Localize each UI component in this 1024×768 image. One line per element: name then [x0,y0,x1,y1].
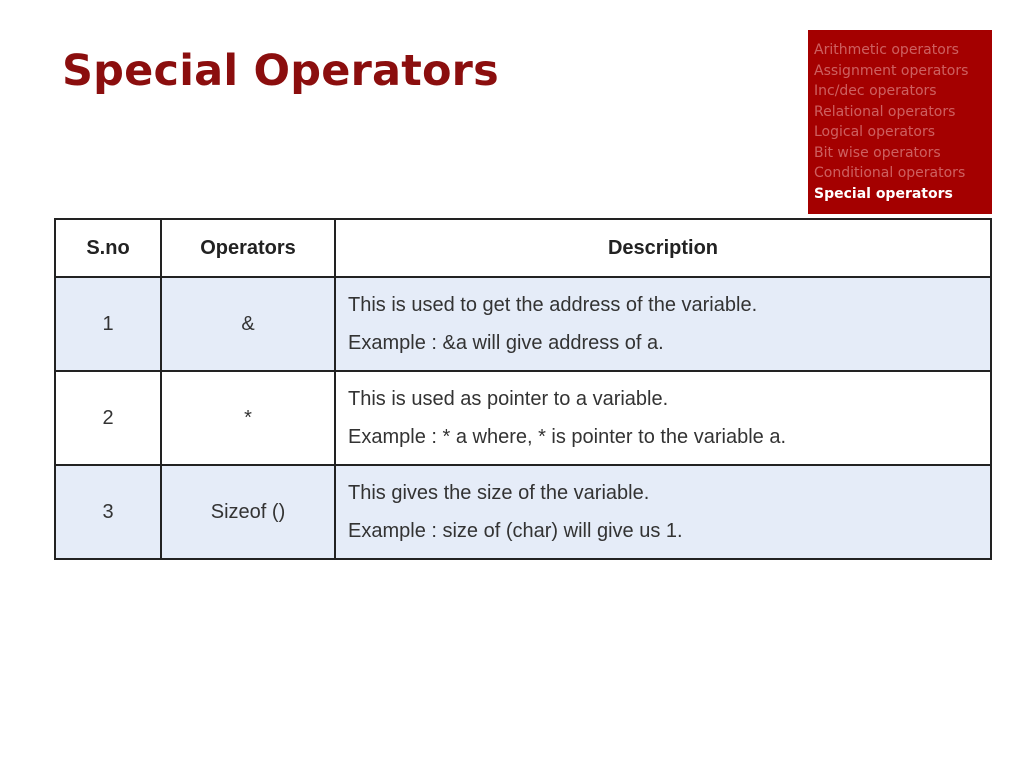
table-row [55,465,991,559]
table-row [55,371,991,465]
topic-item-arithmetic[interactable]: Arithmetic operators [814,42,959,58]
slide-title: Special Operators [62,46,499,96]
header-sno: S.no [55,219,161,277]
cell-sno: 3 [55,465,161,559]
example-line: Example : * a where, * is pointer to the variable a. [348,426,787,448]
topic-navigation-box [808,30,992,214]
topic-list [814,40,992,204]
cell-operator: * [161,371,335,465]
description-line: This gives the size of the variable. [348,482,650,504]
operators-table [54,218,992,560]
example-line: Example : size of (char) will give us 1. [348,520,683,542]
cell-description [335,277,991,371]
topic-item-assignment[interactable]: Assignment operators [814,62,969,79]
topic-item-special[interactable]: Special operators [814,185,953,202]
example-line: Example : &a will give address of a. [348,332,664,354]
header-operators: Operators [161,219,335,277]
cell-operator: Sizeof () [161,465,335,559]
table-header-row [55,219,991,277]
cell-operator: & [161,277,335,371]
cell-sno: 2 [55,371,161,465]
topic-item-bitwise[interactable]: Bit wise operators [814,144,941,161]
cell-description [335,465,991,559]
topic-item-logical[interactable]: Logical operators [814,124,936,140]
topic-item-conditional[interactable]: Conditional operators [814,165,966,181]
table-row [55,277,991,371]
cell-sno: 1 [55,277,161,371]
topic-item-inc-dec[interactable]: Inc/dec operators [814,83,937,99]
header-description: Description [335,219,991,277]
description-line: This is used as pointer to a variable. [348,388,669,410]
topic-item-relational[interactable]: Relational operators [814,103,956,120]
description-line: This is used to get the address of the variable. [348,294,758,316]
cell-description [335,371,991,465]
